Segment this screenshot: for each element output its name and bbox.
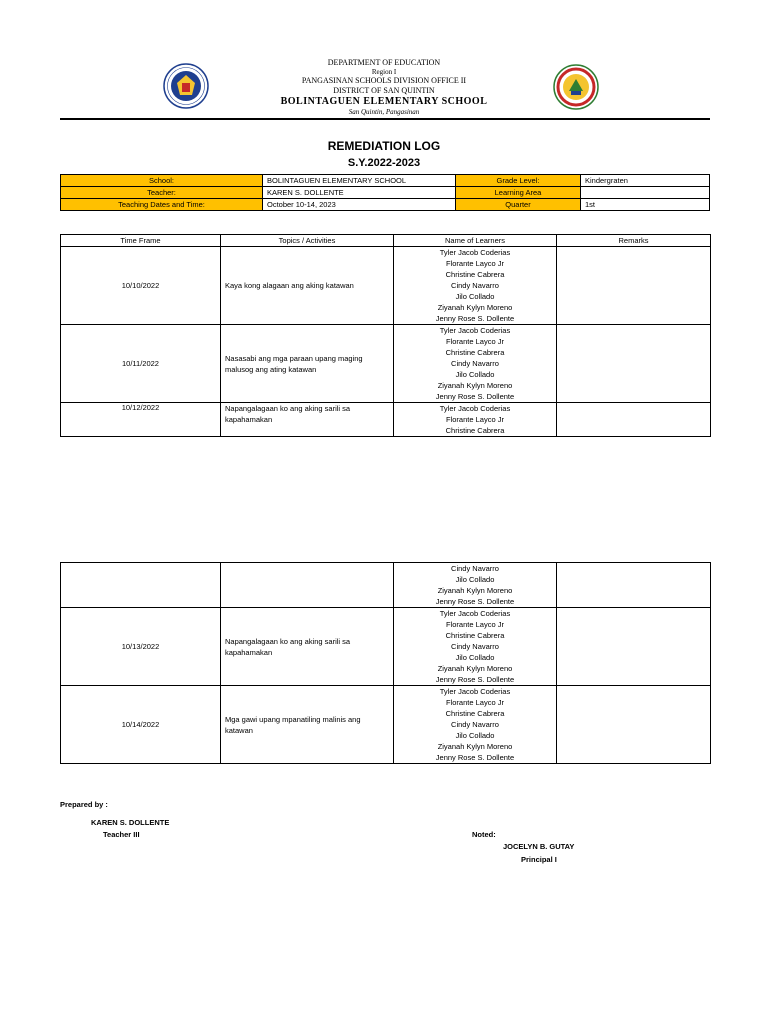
row-remarks [557, 563, 711, 608]
noted-title: Principal I [521, 855, 557, 864]
learner-name: Tyler Jacob Coderias [439, 609, 511, 618]
row-remarks [557, 686, 711, 764]
header-town: San Quintin, Pangasinan [348, 108, 420, 116]
header-divider [60, 118, 710, 120]
learner-name: Florante Layco Jr [446, 415, 504, 424]
row-learners [394, 686, 557, 764]
row-topic: Nasasabi ang mga paraan upang maging malusog ang ating katawan [221, 325, 394, 403]
learner-name: Ziyanah Kylyn Moreno [437, 664, 513, 673]
info-value-area [581, 187, 710, 199]
info-value-dates: October 10-14, 2023 [263, 199, 456, 211]
learner-name: Florante Layco Jr [446, 259, 504, 268]
row-topic [221, 563, 394, 608]
info-label-grade: Grade Level: [456, 175, 581, 187]
learner-name: Tyler Jacob Coderias [439, 248, 511, 257]
learner-name: Jilo Collado [455, 575, 495, 584]
school-year: S.Y.2022-2023 [347, 157, 421, 169]
learner-name: Jenny Rose S. Dollente [435, 314, 515, 323]
row-topic: Napangalagaan ko ang aking sarili sa kapahamakan [221, 608, 394, 686]
row-date: 10/13/2022 [61, 608, 221, 686]
table-row [61, 608, 711, 686]
row-date: 10/12/2022 [61, 403, 221, 437]
learner-name: Jenny Rose S. Dollente [435, 597, 515, 606]
learner-name: Jilo Collado [455, 292, 495, 301]
table-row [61, 563, 711, 608]
row-date [61, 563, 221, 608]
learner-name: Cindy Navarro [451, 720, 499, 729]
learner-name: Florante Layco Jr [446, 698, 504, 707]
row-learners [394, 403, 557, 437]
col-header-topics: Topics / Activities [221, 235, 394, 247]
learner-name: Jilo Collado [455, 370, 495, 379]
learner-name: Tyler Jacob Coderias [439, 687, 511, 696]
learner-name: Cindy Navarro [451, 281, 499, 290]
learner-name: Jenny Rose S. Dollente [435, 753, 515, 762]
learner-name: Tyler Jacob Coderias [439, 404, 511, 413]
header-department: DEPARTMENT OF EDUCATION [327, 58, 441, 67]
header-division: PANGASINAN SCHOOLS DIVISION OFFICE II [301, 76, 467, 85]
prepared-by-title: Teacher III [103, 830, 140, 839]
row-topic: Kaya kong alagaan ang aking katawan [221, 247, 394, 325]
row-date: 10/11/2022 [61, 325, 221, 403]
row-remarks [557, 608, 711, 686]
row-learners [394, 247, 557, 325]
info-label-dates: Teaching Dates and Time: [61, 199, 263, 211]
info-table [60, 174, 710, 211]
info-value-teacher: KAREN S. DOLLENTE [263, 187, 456, 199]
learner-name: Ziyanah Kylyn Moreno [437, 586, 513, 595]
learner-name: Ziyanah Kylyn Moreno [437, 303, 513, 312]
learner-name: Christine Cabrera [445, 348, 505, 357]
page-title: REMEDIATION LOG [327, 139, 441, 153]
col-header-learners: Name of Learners [394, 235, 557, 247]
learner-name: Christine Cabrera [445, 709, 505, 718]
info-value-school: BOLINTAGUEN ELEMENTARY SCHOOL [263, 175, 456, 187]
info-label-school: School: [61, 175, 263, 187]
remediation-table-page2 [60, 562, 711, 764]
learner-name: Ziyanah Kylyn Moreno [437, 381, 513, 390]
row-topic: Mga gawi upang mpanatiling malinis ang katawan [221, 686, 394, 764]
row-remarks [557, 325, 711, 403]
header-school-name: BOLINTAGUEN ELEMENTARY SCHOOL [280, 96, 488, 107]
learner-name: Christine Cabrera [445, 631, 505, 640]
row-remarks [557, 247, 711, 325]
learner-name: Christine Cabrera [445, 270, 505, 279]
learner-name: Ziyanah Kylyn Moreno [437, 742, 513, 751]
table-row [61, 686, 711, 764]
header-region: Region I [371, 68, 397, 76]
header-district: DISTRICT OF SAN QUINTIN [333, 86, 435, 95]
info-label-quarter: Quarter [456, 199, 581, 211]
row-learners [394, 325, 557, 403]
info-value-quarter: 1st [581, 199, 710, 211]
learner-name: Jenny Rose S. Dollente [435, 392, 515, 401]
row-learners [394, 608, 557, 686]
row-learners [394, 563, 557, 608]
info-label-area: Learning Area [456, 187, 581, 199]
learner-name: Jilo Collado [455, 653, 495, 662]
prepared-by-name: KAREN S. DOLLENTE [91, 818, 170, 827]
learner-name: Christine Cabrera [445, 426, 505, 435]
learner-name: Florante Layco Jr [446, 620, 504, 629]
row-date: 10/10/2022 [61, 247, 221, 325]
table-row [61, 325, 711, 403]
learner-name: Jenny Rose S. Dollente [435, 675, 515, 684]
learner-name: Jilo Collado [455, 731, 495, 740]
col-header-time-frame: Time Frame [61, 235, 221, 247]
info-value-grade: Kindergraten [581, 175, 710, 187]
table-row [61, 247, 711, 325]
learner-name: Cindy Navarro [451, 359, 499, 368]
learner-name: Cindy Navarro [451, 564, 499, 573]
row-remarks [557, 403, 711, 437]
remediation-table-page1 [60, 234, 711, 437]
col-header-remarks: Remarks [557, 235, 711, 247]
learner-name: Cindy Navarro [451, 642, 499, 651]
learner-name: Tyler Jacob Coderias [439, 326, 511, 335]
prepared-by-label: Prepared by : [60, 800, 108, 809]
learner-name: Florante Layco Jr [446, 337, 504, 346]
noted-label: Noted: [472, 830, 496, 839]
info-label-teacher: Teacher: [61, 187, 263, 199]
table-row [61, 403, 711, 437]
noted-name: JOCELYN B. GUTAY [503, 842, 575, 851]
row-date: 10/14/2022 [61, 686, 221, 764]
row-topic: Napangalagaan ko ang aking sarili sa kapahamakan [221, 403, 394, 437]
